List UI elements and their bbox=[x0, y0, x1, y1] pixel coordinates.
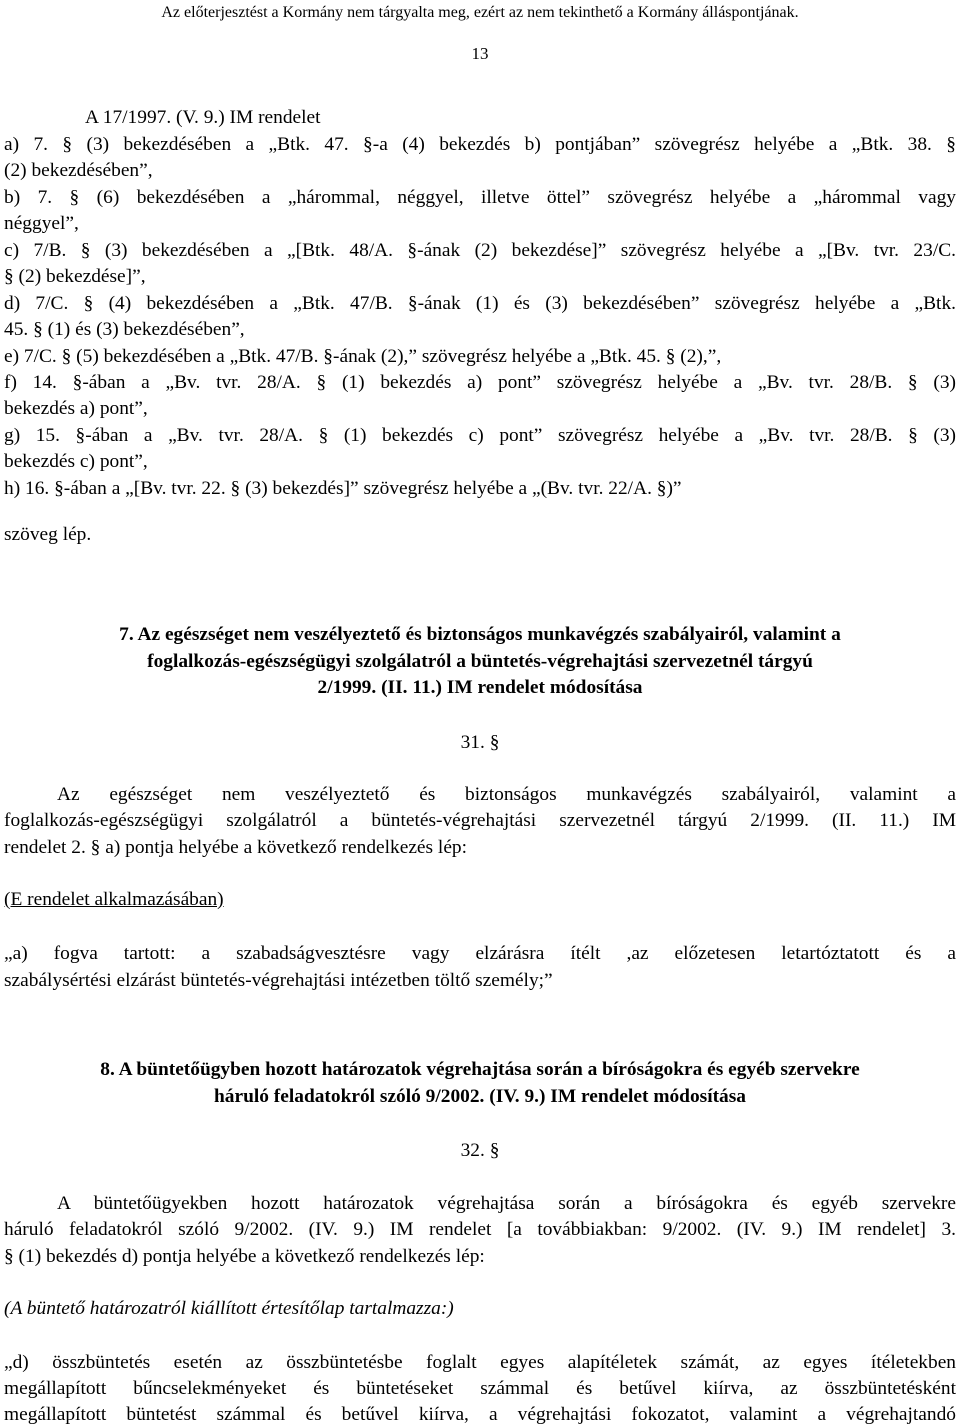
amendment-f-line-2: bekezdés a) pont”, bbox=[4, 398, 148, 419]
section-7-title-line-1: 7. Az egészséget nem veszélyeztető és biztonságos munkavégzés szabályairól, valamint a bbox=[119, 624, 841, 645]
paragraph-31-line-2: foglalkozás-egészségügyi szolgálatról a büntetés-végrehajtási szervezetnél tárgyú 2/1999. (II. 11.) IM bbox=[4, 810, 956, 831]
paragraph-32-context: (A büntető határozatról kiállított értesítőlap tartalmazza:) bbox=[4, 1298, 454, 1319]
paragraph-32-line-2: háruló feladatokról szóló 9/2002. (IV. 9.) IM rendelet [a továbbiakban: 9/2002. (IV. 9.) IM rendelet] 3. bbox=[4, 1219, 956, 1240]
section-7-title-line-3: 2/1999. (II. 11.) IM rendelet módosítása bbox=[317, 677, 643, 698]
amendment-c-line-1: c) 7/B. § (3) bekezdésében a „[Btk. 48/A. §-ának (2) bekezdése]” szövegrész helyébe a „[Bv. tvr. 23/C. bbox=[4, 240, 956, 261]
paragraph-31-line-1: Az egészséget nem veszélyeztető és biztonságos munkavégzés szabályairól, valamint a bbox=[57, 784, 956, 805]
paragraph-31-number: 31. § bbox=[460, 732, 500, 753]
paragraph-32-quote-line-1: „d) összbüntetés esetén az összbüntetésbe foglalt egyes alapítéletek számát, az egyes ítéletekben bbox=[4, 1352, 956, 1373]
section-8-title-line-2: háruló feladatokról szóló 9/2002. (IV. 9.) IM rendelet módosítása bbox=[214, 1086, 746, 1107]
regulation-heading: A 17/1997. (V. 9.) IM rendelet bbox=[85, 107, 321, 128]
section-7-title-line-2: foglalkozás-egészségügyi szolgálatról a büntetés-végrehajtási szervezetnél tárgyú bbox=[147, 651, 813, 672]
amendment-a-line-1: a) 7. § (3) bekezdésében a „Btk. 47. §-a (4) bekezdés b) pontjában” szövegrész helyébe a „Btk. 38. § bbox=[4, 134, 956, 155]
page-header-notice: Az előterjesztést a Kormány nem tárgyalta meg, ezért az nem tekinthető a Kormány álláspontjának. bbox=[161, 4, 799, 21]
paragraph-32-number: 32. § bbox=[460, 1140, 500, 1161]
paragraph-32-line-1: A büntetőügyekben hozott határozatok végrehajtása során a bíróságokra és egyéb szervekre bbox=[57, 1193, 956, 1214]
amendment-h-line: h) 16. §-ában a „[Bv. tvr. 22. § (3) bekezdés]” szövegrész helyébe a „(Bv. tvr. 22/A. §)” bbox=[4, 478, 682, 499]
paragraph-31-context bbox=[4, 887, 956, 913]
amendment-g-line-1: g) 15. §-ában a „Bv. tvr. 28/A. § (1) bekezdés c) pont” szövegrész helyébe a „Bv. tvr. 28/B. § (3) bbox=[4, 425, 956, 446]
amendment-d-line-1: d) 7/C. § (4) bekezdésében a „Btk. 47/B. §-ának (1) és (3) bekezdésében” szövegrész helyébe a „Btk. bbox=[4, 293, 956, 314]
closing-text: szöveg lép. bbox=[4, 524, 92, 545]
paragraph-32-line-3: § (1) bekezdés d) pontja helyébe a következő rendelkezés lép: bbox=[4, 1246, 485, 1267]
context-underlined-text: (E rendelet alkalmazásában) bbox=[4, 889, 224, 910]
paragraph-32-quote-line-3: megállapított büntetést számmal és betűvel kiírva, a végrehajtási fokozatot, valamint a végrehajtandó bbox=[4, 1404, 956, 1425]
amendment-f-line-1: f) 14. §-ában a „Bv. tvr. 28/A. § (1) bekezdés a) pont” szövegrész helyébe a „Bv. tvr. 28/B. § (3) bbox=[4, 372, 956, 393]
amendment-c-line-2: § (2) bekezdése]”, bbox=[4, 266, 146, 287]
paragraph-32-quote-line-2: megállapított bűncselekményeket és büntetéseket számmal és betűvel kiírva, az összbüntetésként bbox=[4, 1378, 956, 1399]
amendment-g-line-2: bekezdés c) pont”, bbox=[4, 451, 148, 472]
amendment-b-line-1: b) 7. § (6) bekezdésében a „hárommal, néggyel, illetve öttel” szövegrész helyébe a „hárommal vagy bbox=[4, 187, 956, 208]
amendment-d-line-2: 45. § (1) és (3) bekezdésében”, bbox=[4, 319, 245, 340]
amendment-e-line: e) 7/C. § (5) bekezdésében a „Btk. 47/B. §-ának (2),” szövegrész helyébe a „Btk. 45. § (2),”, bbox=[4, 346, 722, 367]
amendment-a-line-2: (2) bekezdésében”, bbox=[4, 160, 153, 181]
amendment-b-line-2: néggyel”, bbox=[4, 213, 79, 234]
page-number: 13 bbox=[471, 44, 489, 63]
section-8-title-line-1: 8. A büntetőügyben hozott határozatok végrehajtása során a bíróságokra és egyéb szervekre bbox=[100, 1059, 860, 1080]
paragraph-31-quote-line-2: szabálysértési elzárást büntetés-végrehajtási intézetben töltő személy;” bbox=[4, 970, 553, 991]
paragraph-31-quote-line-1: „a) fogva tartott: a szabadságvesztésre vagy elzárásra ítélt ,az előzetesen letartóztatott és a bbox=[4, 943, 956, 964]
paragraph-31-line-3: rendelet 2. § a) pontja helyébe a következő rendelkezés lép: bbox=[4, 837, 468, 858]
